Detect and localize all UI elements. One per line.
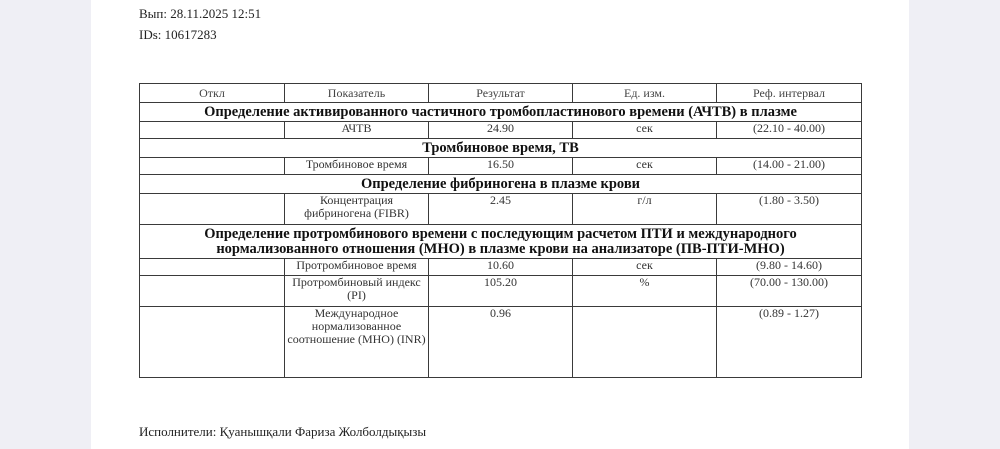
results-table	[139, 83, 862, 378]
table-row	[140, 259, 862, 276]
cell-result: 24.90	[429, 122, 573, 139]
cell-indicator: Концентрация фибриногена (FIBR)	[285, 194, 429, 225]
cell-result: 105.20	[429, 276, 573, 307]
cell-deviation	[140, 122, 285, 139]
section-row-aptt	[140, 103, 862, 122]
section-title: Определение протромбинового времени с последующим расчетом ПТИ и международного нормализованного отношения (МНО) в плазме крови на анализаторе (ПВ-ПТИ-МНО)	[140, 225, 862, 259]
cell-unit	[573, 307, 717, 378]
cell-indicator: АЧТВ	[285, 122, 429, 139]
column-header-indicator: Показатель	[285, 84, 429, 103]
cell-deviation	[140, 259, 285, 276]
table-row	[140, 158, 862, 175]
cell-reference: (9.80 - 14.60)	[717, 259, 862, 276]
cell-deviation	[140, 158, 285, 175]
issued-datetime	[139, 6, 261, 22]
section-title: Определение активированного частичного тромбопластинового времени (АЧТВ) в плазме	[140, 103, 862, 122]
cell-indicator: Международное нормализованное соотношение (МНО) (INR)	[285, 307, 429, 378]
cell-deviation	[140, 276, 285, 307]
cell-reference: (1.80 - 3.50)	[717, 194, 862, 225]
table-row	[140, 194, 862, 225]
section-title: Определение фибриногена в плазме крови	[140, 175, 862, 194]
cell-reference: (70.00 - 130.00)	[717, 276, 862, 307]
section-row-thrombin-time	[140, 139, 862, 158]
cell-result: 16.50	[429, 158, 573, 175]
table-row	[140, 122, 862, 139]
table-header-row	[140, 84, 862, 103]
sample-id	[139, 27, 217, 43]
column-header-result: Результат	[429, 84, 573, 103]
cell-deviation	[140, 307, 285, 378]
cell-reference: (22.10 - 40.00)	[717, 122, 862, 139]
performers-label: Исполнители:	[139, 424, 217, 439]
cell-unit: г/л	[573, 194, 717, 225]
document-page	[91, 0, 909, 449]
performers-line	[139, 424, 426, 440]
cell-unit: сек	[573, 122, 717, 139]
issued-label: Вып:	[139, 6, 167, 21]
ids-value: 10617283	[164, 27, 217, 42]
cell-result: 0.96	[429, 307, 573, 378]
cell-reference: (0.89 - 1.27)	[717, 307, 862, 378]
table-row	[140, 307, 862, 378]
cell-unit: сек	[573, 259, 717, 276]
column-header-unit: Ед. изм.	[573, 84, 717, 103]
cell-unit: %	[573, 276, 717, 307]
issued-value: 28.11.2025 12:51	[170, 6, 262, 21]
cell-result: 10.60	[429, 259, 573, 276]
cell-result: 2.45	[429, 194, 573, 225]
cell-deviation	[140, 194, 285, 225]
cell-indicator: Протромбиновое время	[285, 259, 429, 276]
section-row-fibrinogen	[140, 175, 862, 194]
cell-indicator: Протромбиновый индекс (PI)	[285, 276, 429, 307]
section-title: Тромбиновое время, ТВ	[140, 139, 862, 158]
performers-value: Қуанышқали Фариза Жолболдықызы	[219, 424, 427, 439]
column-header-reference: Реф. интервал	[717, 84, 862, 103]
cell-reference: (14.00 - 21.00)	[717, 158, 862, 175]
column-header-deviation: Откл	[140, 84, 285, 103]
cell-unit: сек	[573, 158, 717, 175]
ids-label: IDs:	[139, 27, 162, 42]
table-row	[140, 276, 862, 307]
section-row-prothrombin	[140, 225, 862, 259]
cell-indicator: Тромбиновое время	[285, 158, 429, 175]
